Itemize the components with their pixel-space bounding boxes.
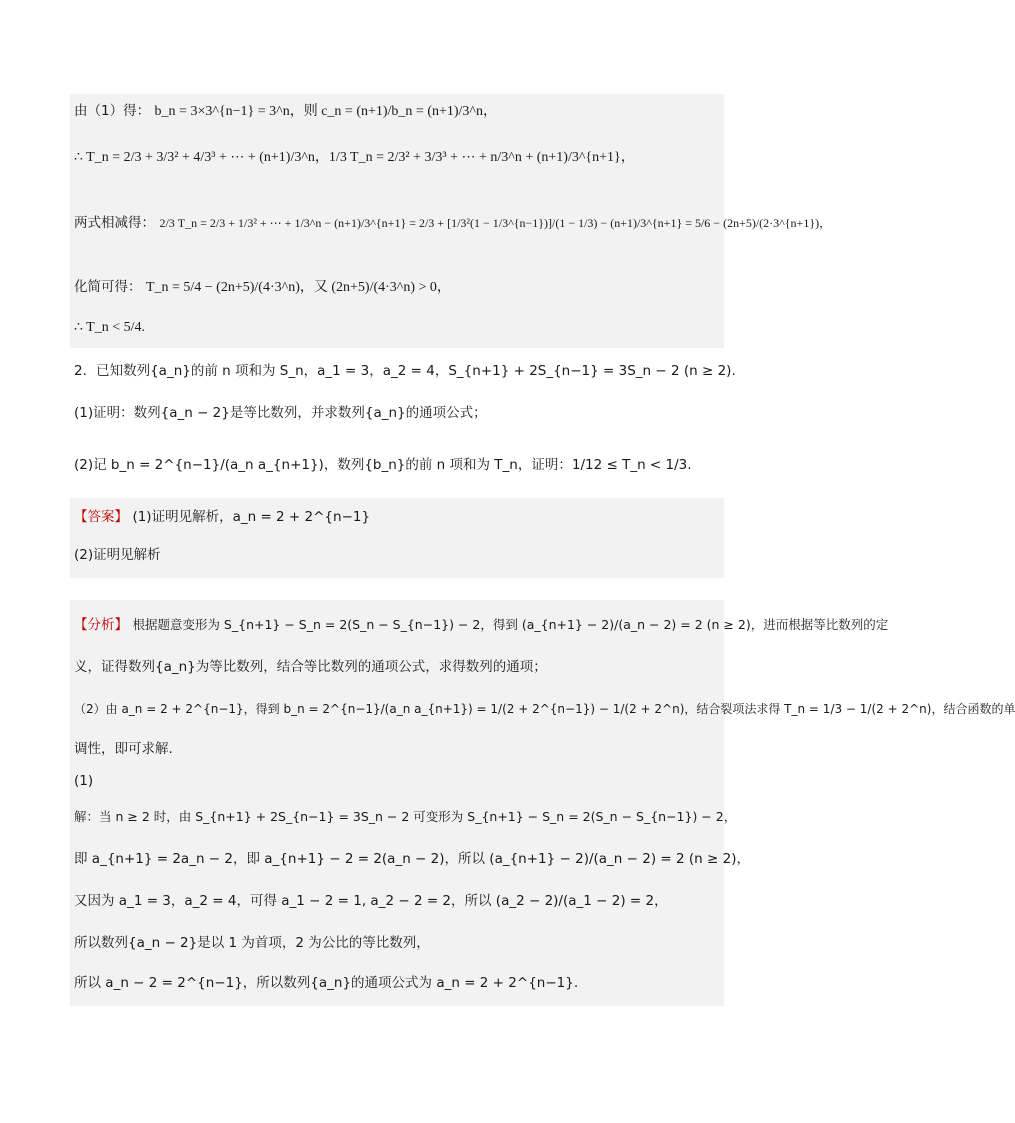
problem-2-stem-text: 2．已知数列{a_n}的前 n 项和为 S_n，a_1 = 3，a_2 = 4，S_{n+1} + 2S_{n−1} = 3S_n − 2 (n ≥ 2). [74, 363, 736, 379]
solution-line-4-prefix: 化简可得： [74, 279, 142, 295]
analysis-line-4-text: 调性，即可求解. [74, 741, 173, 757]
analysis-line-4 [74, 742, 722, 757]
solution-line-4 [74, 280, 722, 295]
answer-line-1 [74, 510, 722, 525]
solution-2-line-3-text: 又因为 a_1 = 3，a_2 = 4，可得 a_1 − 2 = 1, a_2 − 2 = 2，所以 (a_2 − 2)/(a_1 − 2) = 2， [74, 893, 668, 909]
problem-2-question-1-text: (1)证明：数列{a_n − 2}是等比数列，并求数列{a_n}的通项公式； [74, 405, 487, 421]
solution-line-2 [74, 150, 722, 165]
analysis-line-3 [74, 702, 1015, 716]
solution-line-3-prefix: 两式相减得： [74, 215, 155, 231]
solution-2-label-text: (1) [74, 773, 94, 789]
problem-2-question-2 [74, 458, 722, 473]
solution-2-line-5-text: 所以 a_n − 2 = 2^{n−1}，所以数列{a_n}的通项公式为 a_n = 2 + 2^{n−1}. [74, 975, 579, 991]
answer-line-2-text: (2)证明见解析 [74, 547, 161, 563]
solution-line-3 [74, 215, 832, 231]
solution-line-2-math: ∴ T_n = 2/3 + 3/3² + 4/3³ + ⋯ + (n+1)/3^n，1/3 T_n = 2/3² + 3/3³ + ⋯ + n/3^n + (n+1)/3^{n+1}， [74, 150, 635, 165]
solution-2-line-2-text: 即 a_{n+1} = 2a_n − 2，即 a_{n+1} − 2 = 2(a_n − 2)，所以 (a_{n+1} − 2)/(a_n − 2) = 2 (n ≥ 2)， [74, 851, 750, 867]
solution-2-line-4 [74, 936, 722, 951]
analysis-line-1 [74, 617, 889, 633]
solution-line-1-prefix: 由（1）得： [74, 103, 151, 119]
problem-2-question-1 [74, 406, 722, 421]
solution-2-line-1 [74, 809, 737, 824]
analysis-line-2-text: 义，证得数列{a_n}为等比数列，结合等比数列的通项公式，求得数列的通项； [74, 659, 547, 675]
solution-2-line-5 [74, 976, 722, 991]
problem-2-question-2-text: (2)记 b_n = 2^{n−1}/(a_n a_{n+1})，数列{b_n}的前 n 项和为 T_n，证明：1/12 ≤ T_n < 1/3. [74, 457, 692, 473]
analysis-line-3-text: （2）由 a_n = 2 + 2^{n−1}，得到 b_n = 2^{n−1}/(a_n a_{n+1}) = 1/(2 + 2^{n−1}) − 1/(2 + 2^n)，结合裂项法求得 T_n = 1/3 − 1/(2 + 2^n)，结合函数的单 [74, 702, 1015, 716]
answer-line-1-text: (1)证明见解析，a_n = 2 + 2^{n−1} [132, 509, 371, 525]
analysis-line-1-text: 根据题意变形为 S_{n+1} − S_n = 2(S_n − S_{n−1}) − 2，得到 (a_{n+1} − 2)/(a_n − 2) = 2 (n ≥ 2)，进而根据等比数列的定 [132, 617, 889, 632]
solution-2-line-3 [74, 894, 722, 909]
solution-2-label [74, 774, 722, 789]
solution-line-1 [74, 104, 722, 119]
solution-line-3-math: 2/3 T_n = 2/3 + 1/3² + ⋯ + 1/3^n − (n+1)/3^{n+1} = 2/3 + [1/3²(1 − 1/3^{n−1})]/(1 − 1/3) − (n+1)/3^{n+1} = 5/6 − (2n+5)/(2·3^{n+1})， [159, 216, 832, 230]
problem-2-stem [74, 363, 736, 379]
answer-line-2 [74, 548, 722, 563]
solution-line-5 [74, 320, 722, 335]
solution-2-line-4-text: 所以数列{a_n − 2}是以 1 为首项，2 为公比的等比数列， [74, 935, 430, 951]
analysis-tag: 【分析】 [74, 617, 128, 633]
solution-line-4-math: T_n = 5/4 − (2n+5)/(4·3^n)，又 (2n+5)/(4·3^n) > 0， [145, 280, 451, 295]
analysis-line-2 [74, 660, 722, 675]
solution-line-1-math: b_n = 3×3^{n−1} = 3^n，则 c_n = (n+1)/b_n = (n+1)/3^n， [154, 104, 497, 119]
answer-tag: 【答案】 [74, 509, 128, 525]
solution-line-5-math: ∴ T_n < 5/4. [74, 320, 145, 335]
solution-2-line-1-text: 解：当 n ≥ 2 时，由 S_{n+1} + 2S_{n−1} = 3S_n − 2 可变形为 S_{n+1} − S_n = 2(S_n − S_{n−1}) − 2， [74, 809, 737, 824]
solution-2-line-2 [74, 851, 750, 867]
